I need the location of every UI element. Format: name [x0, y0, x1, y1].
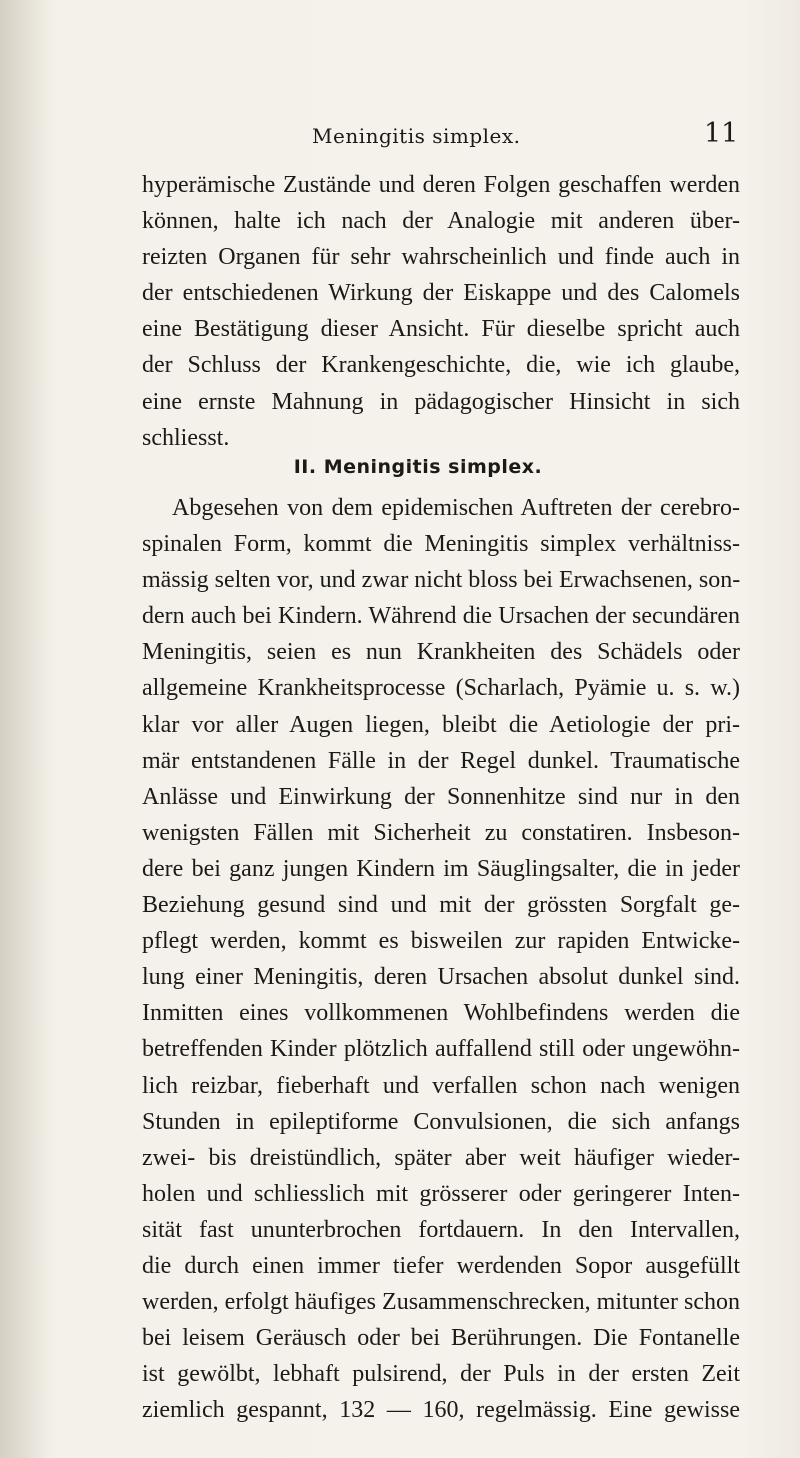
paragraph-2 [142, 490, 740, 1428]
text-line: ziemlich gespannt, 132 — 160, regelmässig. Eine gewisse [142, 1397, 740, 1424]
text-line: betreffenden Kinder plötzlich auffallend still oder ungewöhn- [142, 1036, 740, 1063]
text-line: mär entstandenen Fälle in der Regel dunkel. Traumatische [142, 747, 740, 774]
text-line: eine ernste Mahnung in pädagogischer Hinsicht in sich [142, 388, 740, 415]
text-line: Anlässe und Einwirkung der Sonnenhitze sind nur in den [142, 783, 740, 810]
text-line: wenigsten Fällen mit Sicherheit zu constatiren. Insbeson- [142, 819, 740, 846]
text-line: holen und schliesslich mit grösserer oder geringerer Inten- [142, 1180, 740, 1207]
text-line: dere bei ganz jungen Kindern im Säuglingsalter, die in jeder [142, 855, 740, 882]
text-line: pflegt werden, kommt es bisweilen zur rapiden Entwicke- [142, 928, 740, 955]
running-title: Meningitis simplex. [312, 124, 521, 148]
section-heading [0, 456, 800, 478]
text-line: lung einer Meningitis, deren Ursachen absolut dunkel sind. [142, 964, 740, 991]
text-line: reizten Organen für sehr wahrscheinlich und finde auch in [142, 244, 740, 271]
text-line: sität fast ununterbrochen fortdauern. In den Intervallen, [142, 1216, 740, 1243]
text-line: dern auch bei Kindern. Während die Ursachen der secundären [142, 603, 740, 630]
text-line: mässig selten vor, und zwar nicht bloss bei Erwachsenen, son- [142, 567, 741, 594]
page-number: 11 [704, 118, 739, 149]
text-line: Meningitis, seien es nun Krankheiten des Schädels oder [142, 639, 740, 666]
text-line: Beziehung gesund sind und mit der grössten Sorgfalt ge- [142, 892, 740, 919]
text-line: Inmitten eines vollkommenen Wohlbefindens werden die [142, 1000, 740, 1027]
text-line: der entschiedenen Wirkung der Eiskappe und des Calomels [142, 280, 740, 307]
text-line: zwei- bis dreistündlich, später aber weit häufiger wieder- [142, 1144, 740, 1171]
page-edge-shadow [0, 0, 48, 1458]
text-line: Stunden in epileptiforme Convulsionen, die sich anfangs [142, 1108, 740, 1135]
text-line: spinalen Form, kommt die Meningitis simplex verhältniss- [142, 531, 740, 558]
text-line: allgemeine Krankheitsprocesse (Scharlach, Pyämie u. s. w.) [142, 675, 740, 702]
text-line: können, halte ich nach der Analogie mit anderen über- [142, 208, 740, 235]
text-line: Abgesehen von dem epidemischen Auftreten der cerebro- [172, 495, 740, 521]
running-head [0, 118, 800, 158]
text-line: werden, erfolgt häufiges Zusammenschrecken, mitunter schon [142, 1289, 740, 1316]
text-line: der Schluss der Krankengeschichte, die, wie ich glaube, [142, 352, 740, 379]
text-line: klar vor aller Augen liegen, bleibt die Aetiologie der pri- [142, 711, 740, 738]
text-line: ist gewölbt, lebhaft pulsirend, der Puls in der ersten Zeit [142, 1361, 740, 1388]
text-line: die durch einen immer tiefer werdenden Sopor ausgefüllt [142, 1252, 740, 1279]
text-line: bei leisem Geräusch oder bei Berührungen. Die Fontanelle [142, 1325, 740, 1352]
text-line: eine Bestätigung dieser Ansicht. Für dieselbe spricht auch [142, 316, 740, 343]
section-heading-text: II. Meningitis simplex. [293, 456, 543, 478]
text-line: hyperämische Zustände und deren Folgen geschaffen werden [142, 172, 740, 198]
text-line: schliesst. [142, 424, 230, 451]
text-line: lich reizbar, fieberhaft und verfallen schon nach wenigen [142, 1072, 740, 1099]
paragraph-1 [142, 167, 740, 456]
